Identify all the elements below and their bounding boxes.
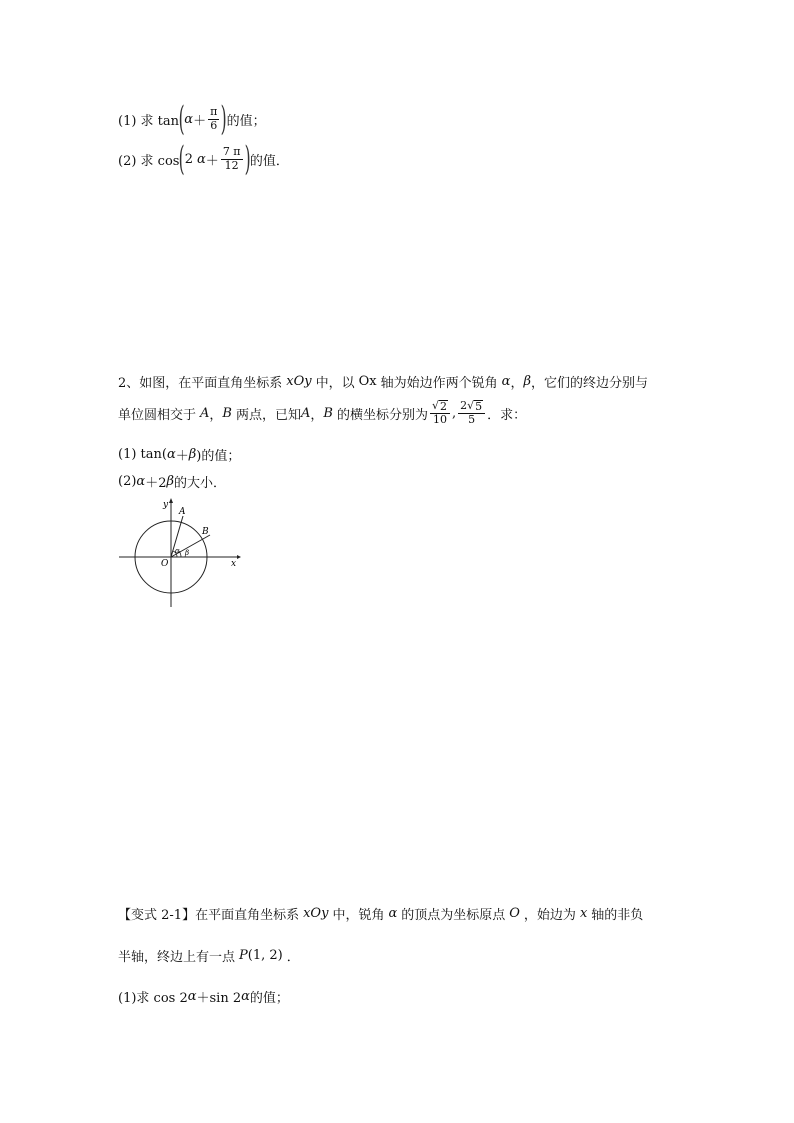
y-axis-arrow <box>169 498 173 503</box>
q1-part1-label: (1) 求 tan <box>118 113 180 129</box>
alpha-symbol: α <box>184 111 194 127</box>
q1-part2-tail: 的值． <box>249 153 289 169</box>
q2-part1: (1) tan( α ＋ β )的值； <box>118 447 241 464</box>
variant-line2: 半轴，终边上有一点 P (1, 2) ． <box>118 948 300 965</box>
variant-bracket: 【变式 2-1】 <box>118 908 196 923</box>
q2-line1: 2、如图，在平面直角坐标系 xOy 中，以 Ox 轴为始边作两个锐角 α ， β ，它们的终边分别与 <box>118 374 648 391</box>
fraction-pi-6: $\frac{\pi}{6}$ <box>210 105 218 132</box>
y-label: y <box>163 500 169 510</box>
point-b-label: B <box>202 527 209 537</box>
q1-part2: (2) 求 cos ( 2 α ＋ $\frac{7 \pi}{12}$ ) 的值． <box>118 139 289 179</box>
alpha-label: α <box>175 547 180 555</box>
left-paren: ( <box>179 139 186 179</box>
x-label: x <box>231 559 237 569</box>
variant-part1: (1)求 cos 2 α ＋sin 2 α 的值； <box>118 989 289 1006</box>
alpha-symbol: α <box>197 151 206 167</box>
fraction-2sqrt5-5: 2√ 5 5 <box>458 400 485 426</box>
right-paren: ) <box>244 139 251 179</box>
fraction-sqrt2-10: √ 2 10 <box>430 400 450 426</box>
xoy-symbol: xOy <box>286 374 312 389</box>
fraction-7pi-12: $\frac{7 \pi}{12}$ <box>222 145 241 172</box>
point-a-label: A <box>179 507 186 517</box>
right-paren: ) <box>220 99 227 139</box>
x-axis-arrow <box>237 555 241 559</box>
q1-part1 <box>118 99 266 139</box>
variant-line1: 【变式 2-1】 在平面直角坐标系 xOy 中，锐角 α 的顶点为坐标原点 O ，始边为 x 轴的非负 <box>118 906 644 923</box>
origin-label: O <box>161 559 169 569</box>
plus-sign: ＋ <box>193 113 207 129</box>
plus-sign: ＋ <box>205 153 219 169</box>
beta-label: β <box>185 549 190 557</box>
unit-circle-figure <box>115 495 245 610</box>
ox-symbol: Ox <box>358 374 377 389</box>
left-paren: ( <box>178 99 185 139</box>
q1-part1-tail: 的值； <box>226 113 266 129</box>
q2-line2: 单位圆相交于 A ， B 两点，已知 A ， B 的横坐标分别为 √ 2 10 , 2√ 5 5 ．求： <box>118 399 527 427</box>
q1-part2-label: (2) 求 cos <box>118 153 180 169</box>
q2-part2: (2) α ＋2 β 的大小． <box>118 474 227 491</box>
